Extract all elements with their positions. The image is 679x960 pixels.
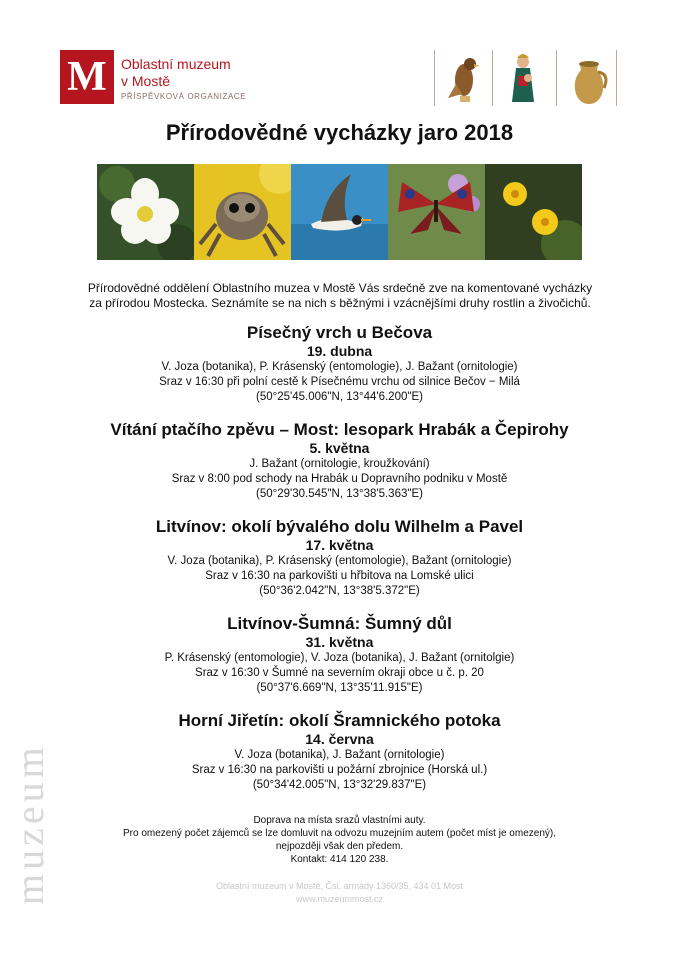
event-date: 31. května bbox=[305, 634, 374, 650]
photo-white-flower bbox=[97, 164, 194, 260]
logo-letter: M bbox=[67, 54, 107, 100]
contact-line: Kontakt: 414 120 238. bbox=[290, 854, 389, 865]
museum-name bbox=[121, 56, 246, 101]
event-guides: J. Bažant (ornitologie, kroužkování) bbox=[249, 458, 430, 470]
event-meeting: Sraz v 8:00 pod schody na Hrabák u Dopravního podniku v Mostě bbox=[171, 473, 508, 485]
event-block bbox=[0, 419, 679, 502]
intro-line: za přírodou Mostecka. Seznámíte se na nich s běžnými i vzácnějšími druhy rostlin a živočichů. bbox=[89, 296, 591, 310]
event-name: Horní Jiřetín: okolí Šramnického potoka bbox=[178, 711, 501, 730]
event-name: Písečný vrch u Bečova bbox=[246, 323, 433, 342]
event-meeting: Sraz v 16:30 v Šumné na severním okraji obce u č. p. 20 bbox=[195, 667, 484, 679]
event-guides: V. Joza (botanika), P. Krásenský (entomologie), J. Bažant (ornitologie) bbox=[161, 361, 518, 373]
event-name: Litvínov-Šumná: Šumný důl bbox=[227, 614, 452, 633]
divider bbox=[556, 50, 557, 106]
museum-logo-mark bbox=[60, 50, 114, 104]
event-meeting: Sraz v 16:30 na parkovišti u požární zbrojnice (Horská ul.) bbox=[191, 764, 488, 776]
event-guides: P. Krásenský (entomologie), V. Joza (botanika), J. Bažant (ornitolgie) bbox=[164, 652, 515, 664]
falcon-figure-icon bbox=[440, 50, 490, 106]
photo-jumping-spider bbox=[194, 164, 291, 260]
event-guides: V. Joza (botanika), P. Krásenský (entomologie), Bažant (ornitologie) bbox=[167, 555, 512, 567]
event-date: 5. května bbox=[309, 440, 370, 456]
event-name: Vítání ptačího zpěvu – Most: lesopark Hrabák a Čepirohy bbox=[110, 420, 569, 439]
org-type: PŘÍSPĚVKOVÁ ORGANIZACE bbox=[121, 92, 247, 101]
photo-yellow-flowers bbox=[485, 164, 582, 260]
event-guides: V. Joza (botanika), J. Bažant (ornitologie) bbox=[234, 749, 445, 761]
ceramic-jug-icon bbox=[564, 50, 614, 106]
photo-wading-bird bbox=[291, 164, 388, 260]
website-link[interactable]: www.muzeummost.cz bbox=[295, 894, 384, 904]
event-block bbox=[0, 613, 679, 696]
divider bbox=[492, 50, 493, 106]
side-watermark: muzeum bbox=[7, 743, 52, 905]
footer-line: Doprava na místa srazů vlastními auty. bbox=[253, 815, 426, 826]
event-block bbox=[0, 710, 679, 793]
photo-strip bbox=[97, 164, 582, 260]
org-name-line1: Oblastní muzeum bbox=[121, 56, 231, 72]
event-date: 17. května bbox=[305, 537, 374, 553]
divider bbox=[616, 50, 617, 106]
footer-line: Pro omezený počet zájemců se lze domluvit na odvozu muzejním autem (počet míst je omezený), bbox=[123, 828, 556, 839]
footer-line: nejpozději však den předem. bbox=[275, 841, 404, 852]
intro-text bbox=[40, 281, 640, 311]
transport-notes bbox=[0, 814, 679, 866]
event-name: Litvínov: okolí bývalého dolu Wilhelm a Pavel bbox=[155, 517, 524, 536]
event-coords: (50°36'2.042"N, 13°38'5.372"E) bbox=[259, 585, 420, 597]
event-date: 14. června bbox=[305, 731, 374, 747]
event-coords: (50°37'6.669"N, 13°35'11.915"E) bbox=[256, 682, 423, 694]
event-block bbox=[0, 516, 679, 599]
address-line: Oblastní muzeum v Mostě, Čsl. armády 1360/35, 434 01 Most bbox=[215, 881, 464, 891]
photo-peacock-butterfly bbox=[388, 164, 485, 260]
madonna-statue-icon bbox=[498, 50, 548, 106]
event-coords: (50°29'30.545"N, 13°38'5.363"E) bbox=[256, 488, 423, 500]
intro-line: Přírodovědné oddělení Oblastního muzea v Mostě Vás srdečně zve na komentované vycházky bbox=[87, 281, 593, 295]
event-date: 19. dubna bbox=[306, 343, 373, 359]
event-coords: (50°34'42.005"N, 13°32'29.837"E) bbox=[252, 779, 427, 791]
event-coords: (50°25'45.006"N, 13°44'6.200"E) bbox=[256, 391, 423, 403]
event-meeting: Sraz v 16:30 na parkovišti u hřbitova na Lomské ulici bbox=[205, 570, 474, 582]
page-title: Přírodovědné vycházky jaro 2018 bbox=[165, 120, 514, 145]
org-name-line2: v Mostě bbox=[121, 73, 171, 89]
event-meeting: Sraz v 16:30 při polní cestě k Písečnému vrchu od silnice Bečov − Milá bbox=[159, 376, 520, 388]
museum-address bbox=[0, 880, 679, 906]
divider bbox=[434, 50, 435, 106]
event-block bbox=[0, 322, 679, 405]
